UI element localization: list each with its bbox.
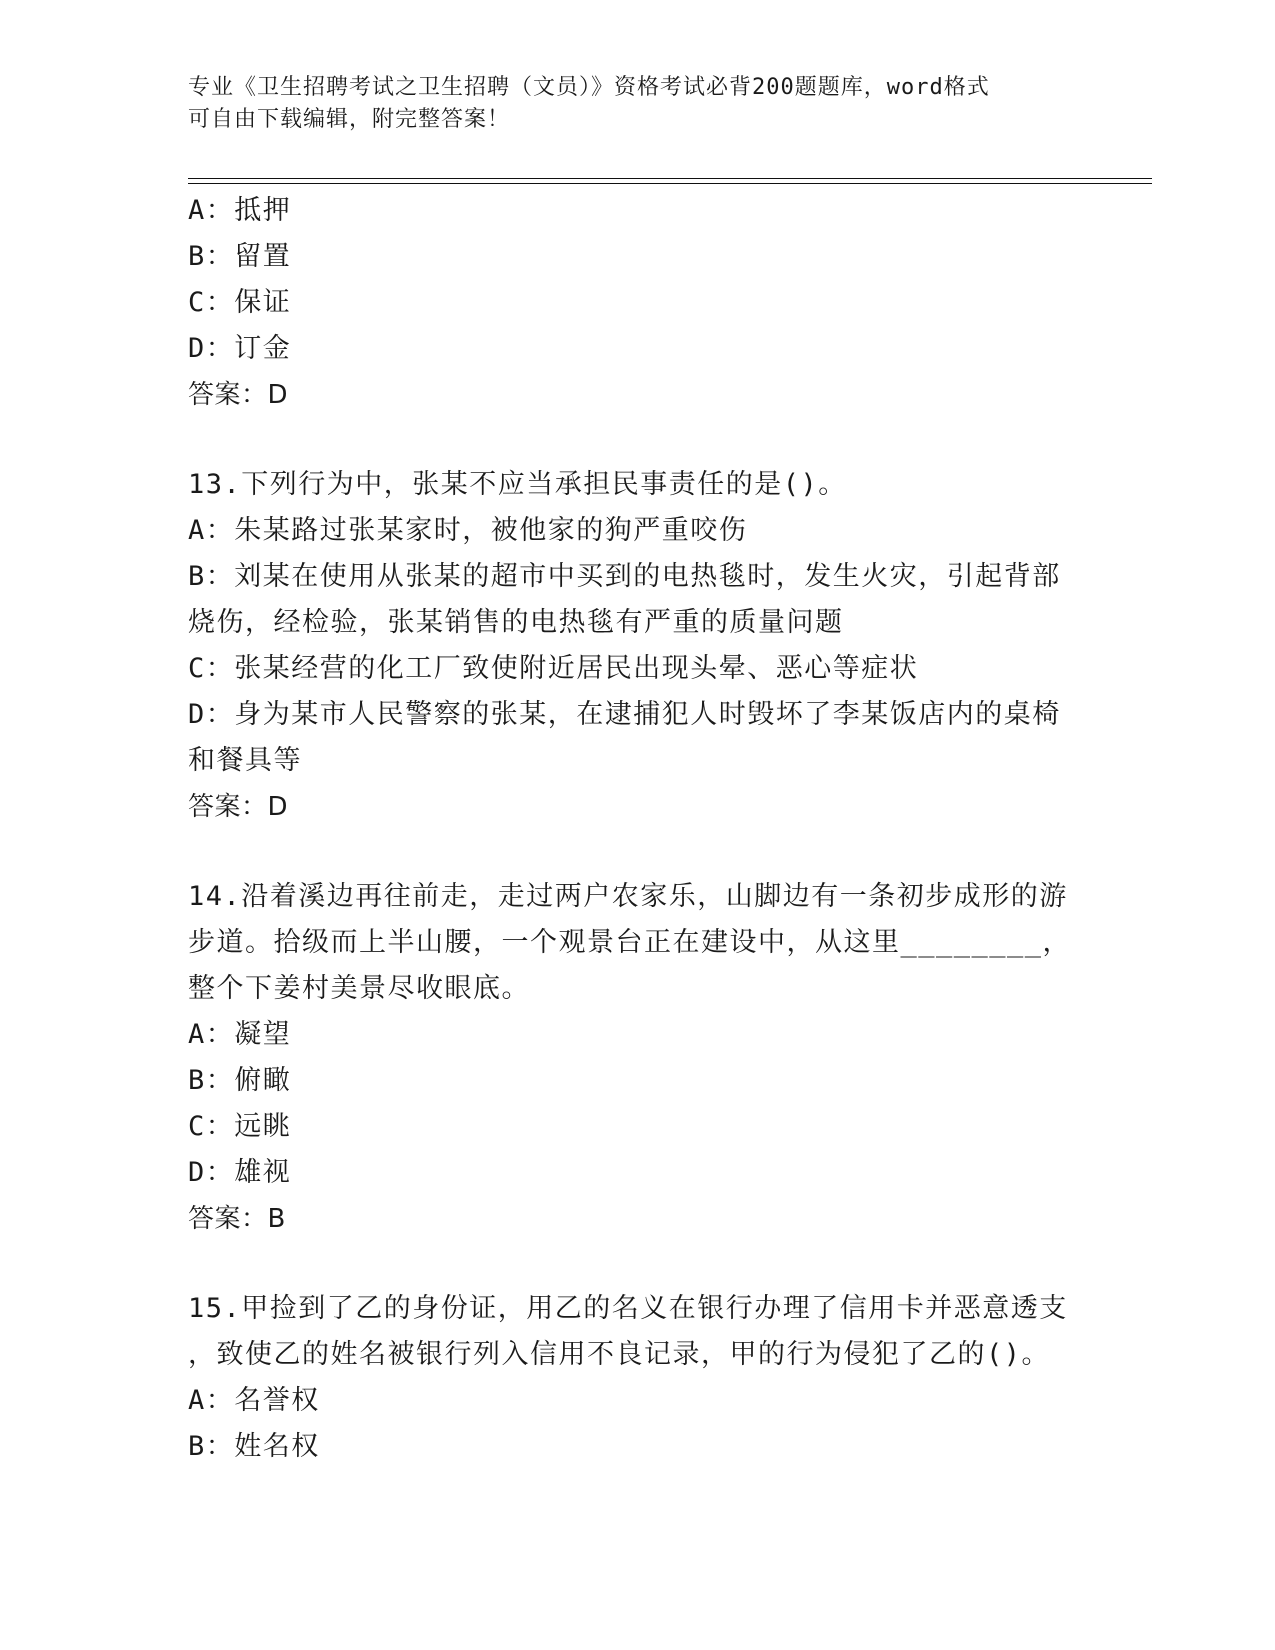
question-prev bbox=[188, 188, 1088, 418]
option-d: D：身为某市人民警察的张某，在逮捕犯人时毁坏了李某饭店内的桌椅 bbox=[188, 699, 1061, 730]
question-stem-continued: ，致使乙的姓名被银行列入信用不良记录，甲的行为侵犯了乙的()。 bbox=[188, 1339, 1051, 1370]
question-stem-continued: 整个下姜村美景尽收眼底。 bbox=[188, 973, 530, 1004]
option-a: A：名誉权 bbox=[188, 1385, 320, 1416]
option-b-continued: 烧伤，经检验，张某销售的电热毯有严重的质量问题 bbox=[188, 607, 844, 638]
option-c: C：张某经营的化工厂致使附近居民出现头晕、恶心等症状 bbox=[188, 653, 919, 684]
question-13 bbox=[188, 462, 1088, 830]
option-c: C：保证 bbox=[188, 287, 292, 318]
option-b: B：刘某在使用从张某的超市中买到的电热毯时，发生火灾，引起背部 bbox=[188, 561, 1061, 592]
answer: 答案：D bbox=[188, 380, 289, 410]
answer: 答案：B bbox=[188, 1204, 286, 1234]
question-stem: 14.沿着溪边再往前走，走过两户农家乐，山脚边有一条初步成形的游 bbox=[188, 881, 1068, 912]
header-rule-bottom bbox=[188, 183, 1152, 184]
question-15 bbox=[188, 1286, 1088, 1470]
question-14 bbox=[188, 874, 1088, 1242]
document-header bbox=[188, 72, 1068, 136]
question-stem: 15.甲捡到了乙的身份证，用乙的名义在银行办理了信用卡并恶意透支 bbox=[188, 1293, 1068, 1324]
option-c: C：远眺 bbox=[188, 1111, 292, 1142]
option-b: B：姓名权 bbox=[188, 1431, 320, 1462]
question-stem-continued: 步道。拾级而上半山腰，一个观景台正在建设中，从这里________， bbox=[188, 927, 1072, 958]
option-a: A：朱某路过张某家时，被他家的狗严重咬伤 bbox=[188, 515, 748, 546]
question-list bbox=[188, 188, 1088, 1470]
option-b: B：俯瞰 bbox=[188, 1065, 292, 1096]
option-a: A：凝望 bbox=[188, 1019, 292, 1050]
option-b: B：留置 bbox=[188, 241, 292, 272]
header-line-1: 专业《卫生招聘考试之卫生招聘（文员）》资格考试必背200题题库，word格式 bbox=[188, 75, 990, 100]
header-rule-top bbox=[188, 178, 1152, 179]
answer: 答案：D bbox=[188, 792, 289, 822]
option-a: A：抵押 bbox=[188, 195, 292, 226]
header-line-2: 可自由下载编辑，附完整答案！ bbox=[188, 107, 511, 132]
question-stem: 13.下列行为中，张某不应当承担民事责任的是()。 bbox=[188, 469, 847, 500]
option-d: D：雄视 bbox=[188, 1157, 292, 1188]
option-d: D：订金 bbox=[188, 333, 292, 364]
option-d-continued: 和餐具等 bbox=[188, 745, 302, 776]
